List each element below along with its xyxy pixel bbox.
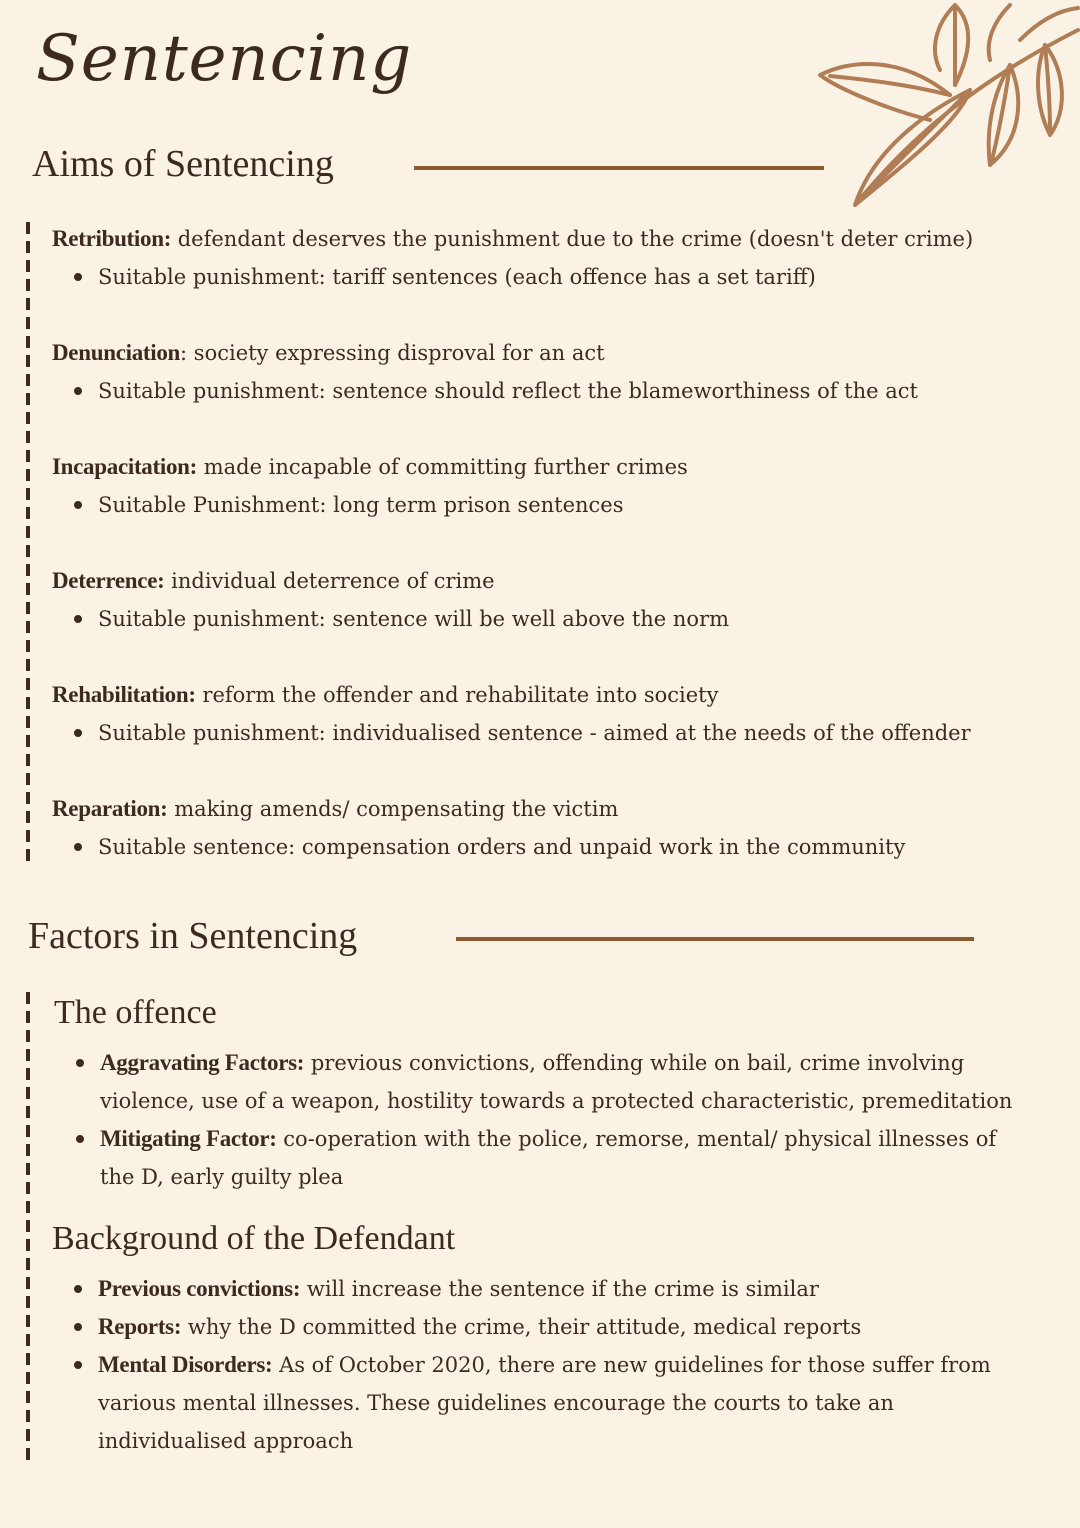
aim-bullet: Suitable punishment: tariff sentences (each offence has a set tariff) (52, 258, 1052, 296)
aim-desc: reform the offender and rehabilitate into society (195, 683, 719, 707)
factor-desc: co-operation with the police, remorse, mental/ physical illnesses of the D, early guilty plea (100, 1127, 997, 1189)
factor-desc: As of October 2020, there are new guidelines for those suffer from various mental illnesses. These guidelines encourage the courts to take an individualised approach (98, 1353, 991, 1453)
aim-term: Reparation: (52, 796, 168, 821)
aims-heading: Aims of Sentencing (32, 143, 334, 185)
aim-incapacitation (52, 448, 1052, 524)
list-item (54, 1120, 1014, 1196)
factor-desc: why the D committed the crime, their attitude, medical reports (181, 1315, 862, 1339)
list-item (52, 1346, 1012, 1460)
aim-term: Deterrence: (52, 568, 165, 593)
aim-desc: made incapable of committing further crimes (197, 455, 688, 479)
aims-dashed-border (26, 222, 30, 862)
list-item (52, 1270, 1012, 1308)
aim-bullet: Suitable Punishment: long term prison sentences (52, 486, 1052, 524)
aim-reparation (52, 790, 1052, 866)
factors-heading-rule (456, 937, 974, 941)
aims-heading-rule (414, 166, 824, 170)
factor-term: Aggravating Factors: (100, 1050, 305, 1075)
aim-desc: : society expressing disproval for an act (180, 341, 605, 365)
aim-desc: making amends/ compensating the victim (167, 797, 619, 821)
page-title: Sentencing (36, 22, 413, 96)
factor-desc: previous convictions, offending while on bail, crime involving violence, use of a weapon, hostility towards a protected characteristic, premeditation (100, 1051, 1013, 1113)
aim-retribution (52, 220, 1052, 296)
aim-bullet: Suitable sentence: compensation orders and unpaid work in the community (52, 828, 1052, 866)
offence-heading: The offence (54, 994, 217, 1031)
factor-term: Mental Disorders: (98, 1352, 273, 1377)
aim-bullet: Suitable punishment: sentence will be well above the norm (52, 600, 1052, 638)
aim-term: Retribution: (52, 226, 172, 251)
aim-term: Incapacitation: (52, 454, 198, 479)
factor-term: Previous convictions: (98, 1276, 301, 1301)
aim-denunciation (52, 334, 1052, 410)
background-heading: Background of the Defendant (52, 1220, 456, 1257)
offence-list (54, 1044, 1014, 1196)
leaf-branch-icon (810, 0, 1080, 210)
factors-dashed-border (26, 992, 30, 1462)
aim-desc: defendant deserves the punishment due to the crime (doesn't deter crime) (171, 227, 974, 251)
list-item (52, 1308, 1012, 1346)
aim-term: Denunciation (52, 340, 181, 365)
factors-heading: Factors in Sentencing (28, 915, 358, 957)
factor-term: Reports: (98, 1314, 182, 1339)
aim-desc: individual deterrence of crime (164, 569, 495, 593)
aim-bullet: Suitable punishment: sentence should reflect the blameworthiness of the act (52, 372, 1052, 410)
list-item (54, 1044, 1014, 1120)
background-list (52, 1270, 1012, 1460)
aim-rehabilitation (52, 676, 1052, 752)
aim-deterrence (52, 562, 1052, 638)
factor-term: Mitigating Factor: (100, 1126, 277, 1151)
aim-bullet: Suitable punishment: individualised sentence - aimed at the needs of the offender (52, 714, 1052, 752)
factor-desc: will increase the sentence if the crime is similar (300, 1277, 819, 1301)
aim-term: Rehabilitation: (52, 682, 196, 707)
